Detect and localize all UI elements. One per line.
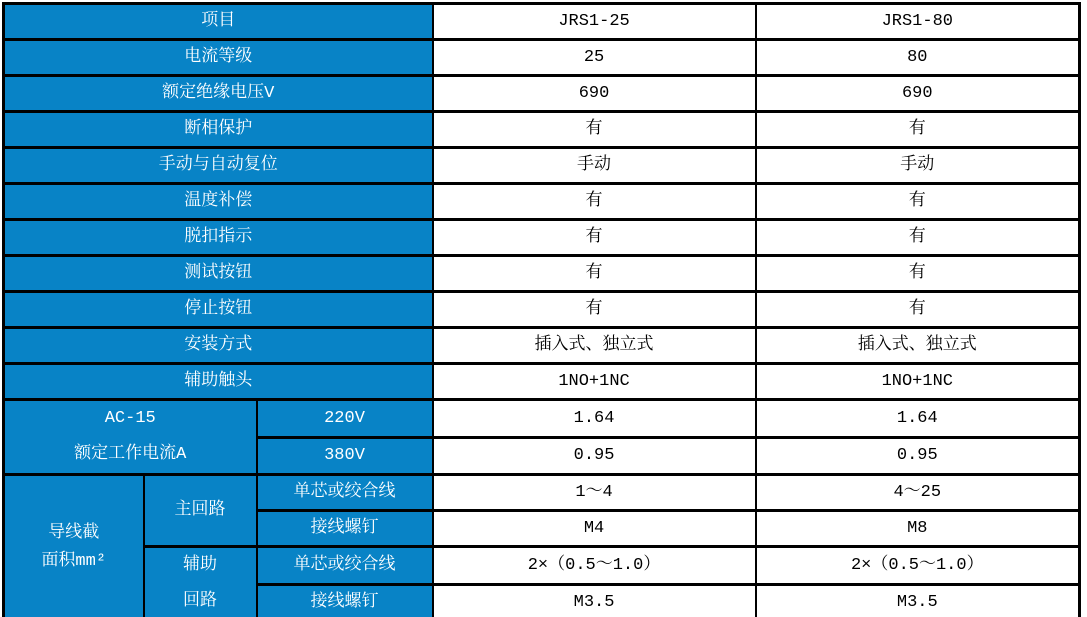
value-cell: 有: [756, 220, 1080, 256]
value-cell: 1NO+1NC: [433, 364, 756, 400]
value-cell: 4～25: [756, 475, 1080, 511]
value-cell: 有: [433, 112, 756, 148]
row-label-cell: 断相保护: [4, 112, 433, 148]
spec-table: [2, 2, 1081, 617]
wire-section-label: [4, 475, 144, 617]
value-cell: 690: [433, 76, 756, 112]
value-cell: 80: [756, 40, 1080, 76]
main-circuit-label: 主回路: [144, 475, 257, 547]
value-cell: M3.5: [756, 584, 1080, 617]
header-product-1: JRS1-25: [433, 4, 756, 40]
value-cell: 25: [433, 40, 756, 76]
value-cell: 有: [433, 220, 756, 256]
value-cell: 1NO+1NC: [756, 364, 1080, 400]
value-cell: M4: [433, 511, 756, 547]
value-cell: 有: [433, 292, 756, 328]
row-label-cell: 安装方式: [4, 328, 433, 364]
value-cell: M3.5: [433, 584, 756, 617]
table-row: [4, 112, 1080, 148]
aux-circuit-label: [144, 547, 257, 617]
wire-main-row-1: [4, 475, 1080, 511]
table-row: [4, 292, 1080, 328]
value-cell: 0.95: [433, 437, 756, 475]
aux-circuit-label-line2: 回路: [183, 592, 217, 611]
value-cell: 手动: [756, 148, 1080, 184]
header-product-2: JRS1-80: [756, 4, 1080, 40]
table-row: [4, 40, 1080, 76]
table-row: [4, 220, 1080, 256]
value-cell: 2×（0.5～1.0）: [756, 547, 1080, 585]
value-cell: 有: [756, 184, 1080, 220]
ac15-section-label: [4, 400, 257, 475]
row-label-cell: 单芯或绞合线: [257, 475, 433, 511]
value-cell: 有: [756, 112, 1080, 148]
ac15-row-220v: [4, 400, 1080, 438]
header-item-label: 项目: [4, 4, 433, 40]
value-cell: 有: [433, 184, 756, 220]
ac15-title: AC-15: [104, 409, 156, 428]
row-label-cell: 接线螺钉: [257, 511, 433, 547]
value-cell: 1.64: [433, 400, 756, 438]
row-label-cell: 380V: [257, 437, 433, 475]
table-row: [4, 76, 1080, 112]
value-cell: 有: [756, 292, 1080, 328]
row-label-cell: 额定绝缘电压V: [4, 76, 433, 112]
row-label-cell: 单芯或绞合线: [257, 547, 433, 585]
table-row: [4, 328, 1080, 364]
row-label-cell: 220V: [257, 400, 433, 438]
row-label-cell: 测试按钮: [4, 256, 433, 292]
value-cell: 690: [756, 76, 1080, 112]
value-cell: 1～4: [433, 475, 756, 511]
value-cell: 手动: [433, 148, 756, 184]
row-label-cell: 手动与自动复位: [4, 148, 433, 184]
row-label-cell: 脱扣指示: [4, 220, 433, 256]
value-cell: 有: [433, 256, 756, 292]
row-label-cell: 辅助触头: [4, 364, 433, 400]
row-label-cell: 停止按钮: [4, 292, 433, 328]
value-cell: 2×（0.5～1.0）: [433, 547, 756, 585]
row-label-cell: 电流等级: [4, 40, 433, 76]
table-row: [4, 364, 1080, 400]
table-row: [4, 256, 1080, 292]
wire-title-line1: 导线截: [48, 524, 100, 543]
row-label-cell: 温度补偿: [4, 184, 433, 220]
wire-title-line2: 面积mm²: [41, 552, 107, 571]
aux-circuit-label-line1: 辅助: [183, 556, 217, 575]
value-cell: 插入式、独立式: [756, 328, 1080, 364]
header-row: [4, 4, 1080, 40]
wire-aux-row-1: [4, 547, 1080, 585]
table-row: [4, 184, 1080, 220]
table-row: [4, 148, 1080, 184]
value-cell: M8: [756, 511, 1080, 547]
value-cell: 1.64: [756, 400, 1080, 438]
value-cell: 有: [756, 256, 1080, 292]
row-label-cell: 接线螺钉: [257, 584, 433, 617]
ac15-subtitle: 额定工作电流A: [74, 445, 187, 464]
value-cell: 插入式、独立式: [433, 328, 756, 364]
value-cell: 0.95: [756, 437, 1080, 475]
